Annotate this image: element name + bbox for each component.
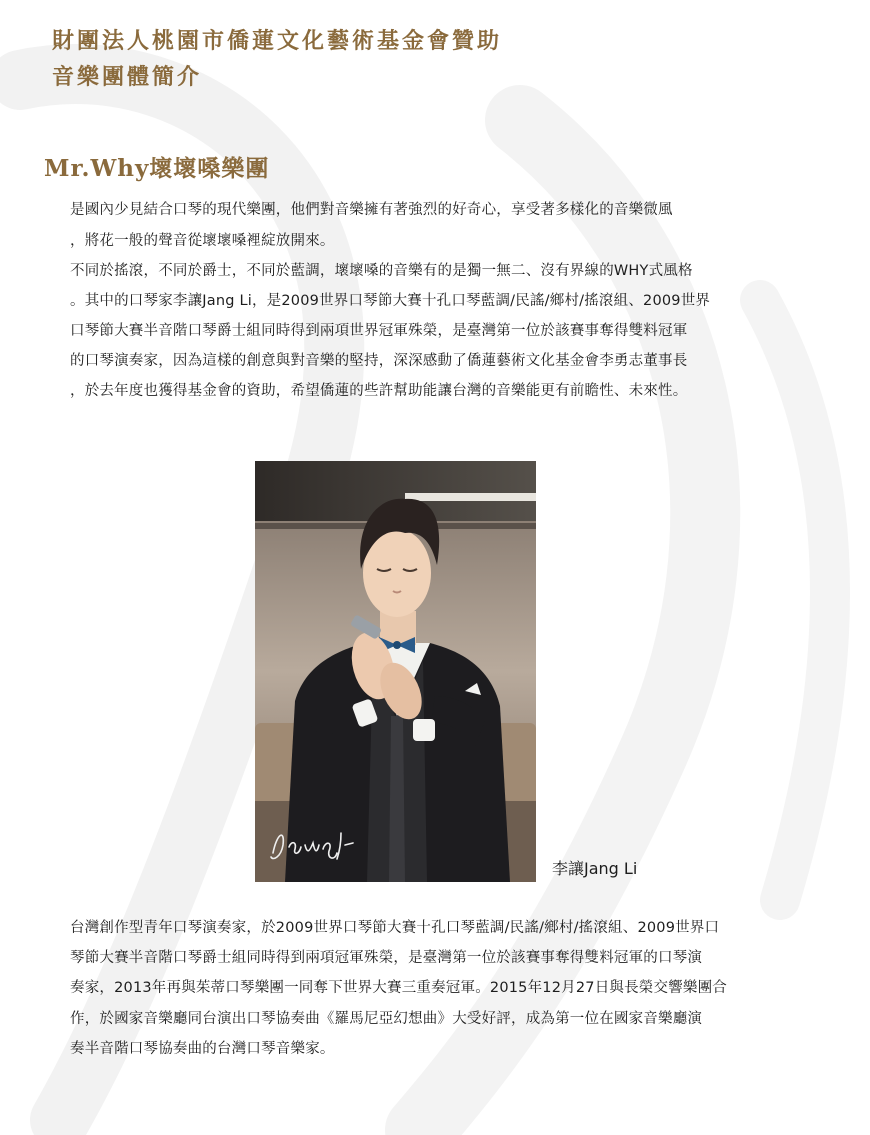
intro-line: 的口琴演奏家，因為這樣的創意與對音樂的堅持，深深感動了僑蓮藝術文化基金會李勇志董事長 — [70, 353, 688, 369]
intro-line: 是國內少見結合口琴的現代樂團，他們對音樂擁有著強烈的好奇心，享受著多樣化的音樂微風 — [70, 202, 673, 218]
sponsor-subheading: 音樂團體簡介 — [52, 64, 203, 90]
intro-line: 不同於搖滾，不同於爵士，不同於藍調，壞壞嗓的音樂有的是獨一無二、沒有界線的WHY式風格 — [70, 263, 693, 279]
bio-line: 奏家，2013年再與茱蒂口琴樂團一同奪下世界大賽三重奏冠軍。2015年12月27日與長榮交響樂團合 — [70, 980, 728, 996]
band-title: Mr.Why壞壞嗓樂團 — [44, 155, 270, 182]
signature-mark — [267, 823, 357, 867]
intro-line: ，於去年度也獲得基金會的資助，希望僑蓮的些許幫助能讓台灣的音樂能更有前瞻性、未來性。 — [70, 383, 688, 399]
bio-line: 台灣創作型青年口琴演奏家，於2009世界口琴節大賽十孔口琴藍調/民謠/鄉村/搖滾組、2009世界口 — [70, 920, 720, 936]
photo-caption: 李讓Jang Li — [552, 859, 638, 878]
bio-line: 琴節大賽半音階口琴爵士組同時得到兩項冠軍殊榮，是臺灣第一位於該賽事奪得雙料冠軍的口琴演 — [70, 950, 703, 966]
bio-line: 作，於國家音樂廳同台演出口琴協奏曲《羅馬尼亞幻想曲》大受好評，成為第一位在國家音樂廳演 — [70, 1011, 703, 1027]
sponsor-heading: 財團法人桃園市僑蓮文化藝術基金會贊助 — [52, 28, 503, 54]
intro-line: 口琴節大賽半音階口琴爵士組同時得到兩項世界冠軍殊榮，是臺灣第一位於該賽事奪得雙料冠軍 — [70, 323, 688, 339]
intro-line: 。其中的口琴家李讓Jang Li，是2009世界口琴節大賽十孔口琴藍調/民謠/鄉村/搖滾組、2009世界 — [70, 293, 711, 309]
musician-photo — [255, 461, 536, 882]
bio-line: 奏半音階口琴協奏曲的台灣口琴音樂家。 — [70, 1041, 335, 1057]
intro-line: ，將花一般的聲音從壞壞嗓裡綻放開來。 — [70, 233, 335, 249]
